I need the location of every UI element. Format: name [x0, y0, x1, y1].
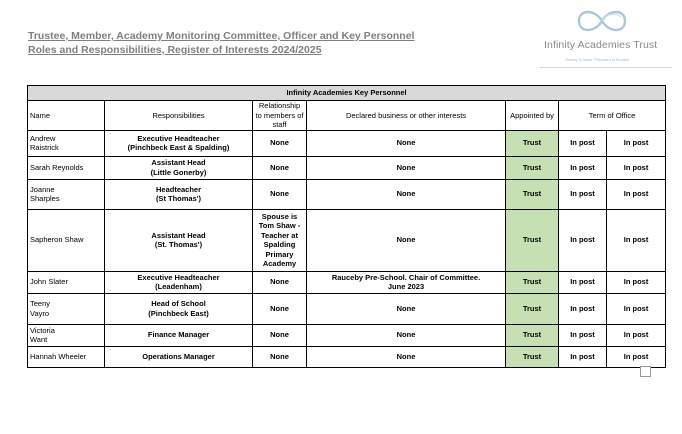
term-end-cell: In post: [623, 189, 649, 199]
appointed-by-cell: Trust: [522, 303, 542, 313]
term-end-cell: In post: [623, 351, 649, 361]
document-title-line-2: Roles and Responsibilities, Register of Interests 2024/2025: [28, 43, 322, 56]
relationship-cell: None: [270, 330, 289, 340]
interests-cell: None: [396, 162, 416, 172]
header-term-of-office: Term of Office: [559, 101, 666, 131]
responsibilities-cell: Executive Headteacher (Leadenham): [137, 272, 220, 291]
term-end-cell: In post: [623, 303, 649, 313]
responsibilities-cell: Headteacher (St Thomas'): [155, 184, 202, 203]
appointed-by-cell: Trust: [522, 138, 542, 148]
term-start-cell: In post: [570, 235, 595, 245]
header-responsibilities: Responsibilities: [105, 101, 253, 131]
document-title-line-1: Trustee, Member, Academy Monitoring Committee, Officer and Key Personnel: [28, 30, 415, 42]
person-name: Joanne Sharples: [30, 184, 60, 203]
table-row: [28, 209, 666, 271]
term-start-cell: In post: [570, 303, 595, 313]
interests-cell: None: [396, 303, 416, 313]
person-name: Teeny Vayro: [30, 299, 51, 318]
document-title: [28, 30, 414, 57]
header-relationship: Relationship to members of staff: [253, 101, 307, 131]
responsibilities-cell: Assistant Head (Little Gonerby): [150, 158, 207, 177]
appointed-by-cell: Trust: [522, 277, 542, 287]
person-name: Victoria Want: [30, 325, 55, 344]
term-end-cell: In post: [623, 235, 649, 245]
interests-cell: None: [396, 351, 416, 361]
responsibilities-cell: Finance Manager: [147, 330, 210, 340]
table-row: [28, 324, 666, 346]
header-name: Name: [28, 101, 105, 131]
appointed-by-cell: Trust: [522, 235, 542, 245]
person-name: Hannah Wheeler: [30, 351, 87, 361]
trust-logo: [540, 6, 670, 66]
table-row: [28, 346, 666, 367]
relationship-cell: Spouse is Tom Shaw - Teacher at Spalding Primary Academy: [258, 211, 301, 268]
person-name: John Slater: [30, 277, 68, 287]
header-interests: Declared business or other interests: [307, 101, 506, 131]
person-name: Andrew Raistrick: [30, 133, 59, 152]
logo-tagline: Ready to learn. Prepared to flourish: [566, 57, 630, 62]
table-row: [28, 293, 666, 324]
appointed-by-cell: Trust: [522, 189, 542, 199]
term-end-cell: In post: [623, 138, 649, 148]
header-appointed-by: Appointed by: [506, 101, 559, 131]
responsibilities-cell: Head of School (Pinchbeck East): [148, 299, 209, 318]
relationship-cell: None: [270, 303, 289, 313]
interests-cell: None: [396, 189, 416, 199]
appointed-by-cell: Trust: [522, 162, 542, 172]
table-row: [28, 156, 666, 179]
interests-cell: None: [396, 235, 416, 245]
relationship-cell: None: [270, 189, 289, 199]
table-row: [28, 271, 666, 293]
infinity-logo-icon: [573, 6, 631, 36]
person-name: Sarah Reynolds: [30, 162, 84, 172]
responsibilities-cell: Executive Headteacher (Pinchbeck East & Spalding): [127, 133, 230, 152]
term-end-cell: In post: [623, 277, 649, 287]
term-start-cell: In post: [570, 330, 595, 340]
responsibilities-cell: Assistant Head (St. Thomas'): [151, 230, 206, 249]
term-start-cell: In post: [570, 162, 595, 172]
term-start-cell: In post: [570, 138, 595, 148]
table-title: Infinity Academies Key Personnel: [28, 86, 666, 101]
term-start-cell: In post: [570, 277, 595, 287]
key-personnel-table: [27, 85, 666, 368]
appointed-by-cell: Trust: [522, 330, 542, 340]
table-row: [28, 179, 666, 209]
term-end-cell: In post: [623, 330, 649, 340]
relationship-cell: None: [270, 351, 289, 361]
appointed-by-cell: Trust: [522, 351, 542, 361]
interests-cell: Rauceby Pre-School. Chair of Committee. June 2023: [331, 272, 481, 291]
term-start-cell: In post: [570, 189, 595, 199]
logo-divider: [540, 67, 672, 68]
person-name: Sapheron Shaw: [30, 235, 84, 245]
table-resize-handle[interactable]: [640, 366, 651, 377]
interests-cell: None: [396, 330, 416, 340]
logo-name: Infinity Academies Trust: [544, 39, 658, 51]
interests-cell: None: [396, 138, 416, 148]
relationship-cell: None: [270, 277, 289, 287]
term-start-cell: In post: [570, 351, 595, 361]
relationship-cell: None: [270, 162, 289, 172]
responsibilities-cell: Operations Manager: [142, 351, 215, 361]
term-end-cell: In post: [623, 162, 649, 172]
relationship-cell: None: [270, 138, 289, 148]
table-row: [28, 130, 666, 156]
